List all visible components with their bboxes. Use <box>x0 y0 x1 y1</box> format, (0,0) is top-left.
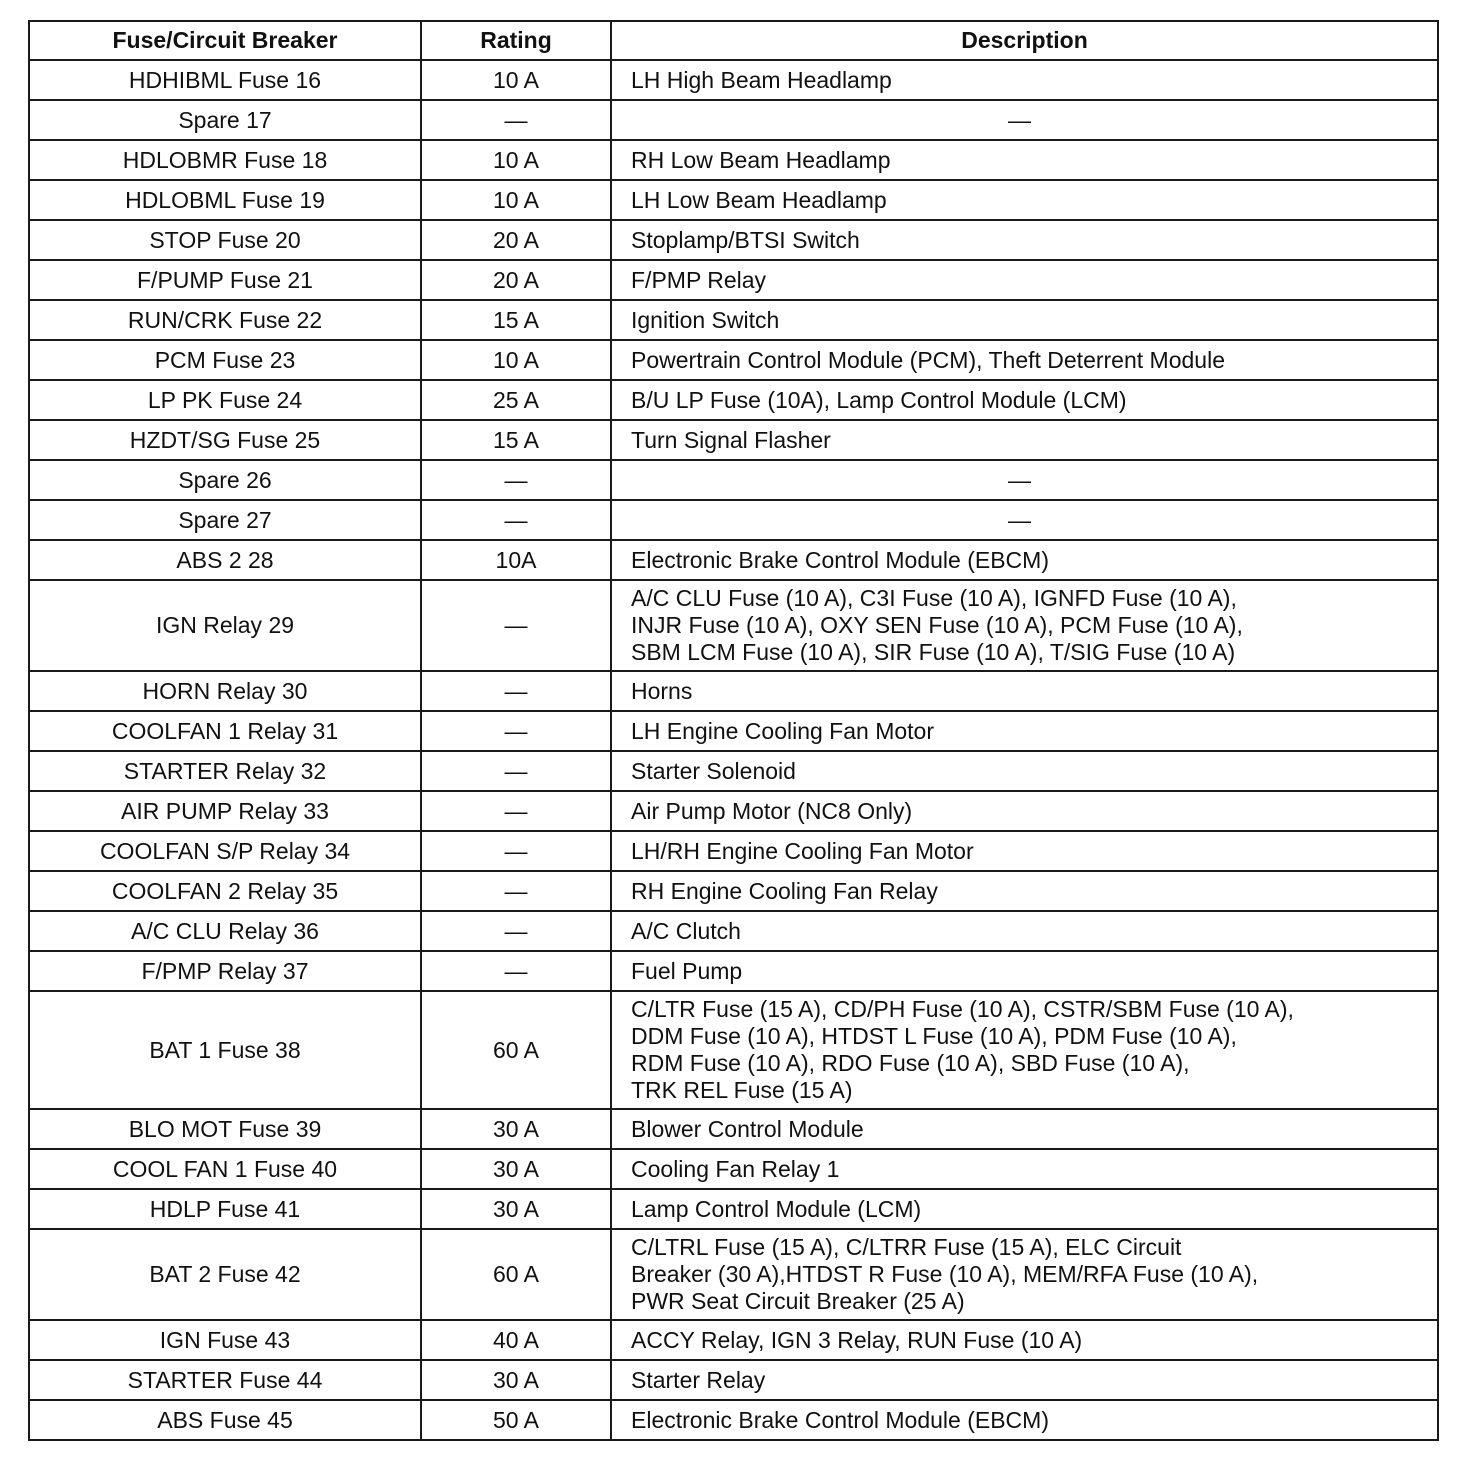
description-cell <box>611 1229 1438 1320</box>
fuse-name-cell: F/PMP Relay 37 <box>29 951 421 991</box>
rating-cell: 60 A <box>421 991 611 1109</box>
fuse-table <box>28 20 1439 1441</box>
table-row <box>29 60 1438 100</box>
table-row <box>29 1229 1438 1320</box>
description-line: F/PMP Relay <box>631 266 767 293</box>
fuse-name-cell: Spare 26 <box>29 460 421 500</box>
description-cell <box>611 711 1438 751</box>
rating-cell: 20 A <box>421 220 611 260</box>
rating-cell: — <box>421 671 611 711</box>
description-cell <box>611 831 1438 871</box>
description-cell <box>611 1149 1438 1189</box>
table-row <box>29 871 1438 911</box>
table-row <box>29 991 1438 1109</box>
rating-cell: 15 A <box>421 300 611 340</box>
fuse-name-cell: STOP Fuse 20 <box>29 220 421 260</box>
rating-cell: 40 A <box>421 1320 611 1360</box>
header-description: Description <box>611 21 1438 60</box>
rating-cell: 50 A <box>421 1400 611 1440</box>
rating-cell: 30 A <box>421 1360 611 1400</box>
table-row <box>29 100 1438 140</box>
table-row <box>29 1360 1438 1400</box>
table-row <box>29 1109 1438 1149</box>
description-cell <box>611 911 1438 951</box>
description-cell <box>611 951 1438 991</box>
rating-cell: — <box>421 580 611 671</box>
description-line: DDM Fuse (10 A), HTDST L Fuse (10 A), PDM Fuse (10 A), <box>631 1023 1237 1049</box>
fuse-name-cell: COOL FAN 1 Fuse 40 <box>29 1149 421 1189</box>
table-row <box>29 300 1438 340</box>
description-line: C/LTRL Fuse (15 A), C/LTRR Fuse (15 A), ELC Circuit <box>631 1234 1182 1260</box>
rating-cell: 10 A <box>421 140 611 180</box>
description-cell <box>611 791 1438 831</box>
description-line: Fuel Pump <box>631 957 743 984</box>
fuse-name-cell: ABS Fuse 45 <box>29 1400 421 1440</box>
table-row <box>29 580 1438 671</box>
description-cell <box>611 540 1438 580</box>
description-cell <box>611 380 1438 420</box>
description-line: Air Pump Motor (NC8 Only) <box>631 797 913 824</box>
fuse-name-cell: HDHIBML Fuse 16 <box>29 60 421 100</box>
fuse-name-cell: BAT 1 Fuse 38 <box>29 991 421 1109</box>
description-cell <box>611 260 1438 300</box>
description-cell <box>611 871 1438 911</box>
fuse-name-cell: COOLFAN 2 Relay 35 <box>29 871 421 911</box>
rating-cell: — <box>421 460 611 500</box>
fuse-name-cell: COOLFAN S/P Relay 34 <box>29 831 421 871</box>
fuse-name-cell: LP PK Fuse 24 <box>29 380 421 420</box>
rating-cell: — <box>421 791 611 831</box>
description-cell <box>611 1360 1438 1400</box>
description-cell <box>611 100 1438 140</box>
description-line: C/LTR Fuse (15 A), CD/PH Fuse (10 A), CSTR/SBM Fuse (10 A), <box>631 996 1294 1022</box>
description-line: LH Low Beam Headlamp <box>631 186 887 213</box>
rating-cell: 10 A <box>421 340 611 380</box>
description-line: — <box>1008 466 1031 493</box>
fuse-name-cell: HDLOBML Fuse 19 <box>29 180 421 220</box>
description-line: Electronic Brake Control Module (EBCM) <box>631 546 1049 573</box>
rating-cell: 10 A <box>421 180 611 220</box>
description-line: Turn Signal Flasher <box>631 426 831 453</box>
rating-cell: 15 A <box>421 420 611 460</box>
header-rating: Rating <box>421 21 611 60</box>
rating-cell: — <box>421 831 611 871</box>
rating-cell: — <box>421 711 611 751</box>
table-row <box>29 540 1438 580</box>
table-row <box>29 711 1438 751</box>
fuse-name-cell: STARTER Relay 32 <box>29 751 421 791</box>
description-line: Starter Solenoid <box>631 757 796 784</box>
description-line: Starter Relay <box>631 1366 766 1393</box>
description-cell <box>611 1320 1438 1360</box>
fuse-name-cell: HZDT/SG Fuse 25 <box>29 420 421 460</box>
description-line: Lamp Control Module (LCM) <box>631 1195 922 1222</box>
description-line: PWR Seat Circuit Breaker (25 A) <box>631 1288 965 1314</box>
description-line: Powertrain Control Module (PCM), Theft Deterrent Module <box>631 346 1225 373</box>
table-row <box>29 500 1438 540</box>
description-cell <box>611 991 1438 1109</box>
rating-cell: — <box>421 911 611 951</box>
fuse-name-cell: AIR PUMP Relay 33 <box>29 791 421 831</box>
rating-cell: 10 A <box>421 60 611 100</box>
description-line: — <box>1008 106 1031 133</box>
description-line: A/C Clutch <box>631 917 741 944</box>
description-cell <box>611 460 1438 500</box>
rating-cell: — <box>421 951 611 991</box>
table-row <box>29 260 1438 300</box>
rating-cell: — <box>421 500 611 540</box>
fuse-name-cell: PCM Fuse 23 <box>29 340 421 380</box>
rating-cell: 30 A <box>421 1149 611 1189</box>
table-row <box>29 1149 1438 1189</box>
description-line: INJR Fuse (10 A), OXY SEN Fuse (10 A), PCM Fuse (10 A), <box>631 612 1243 638</box>
description-line: RDM Fuse (10 A), RDO Fuse (10 A), SBD Fuse (10 A), <box>631 1050 1190 1076</box>
description-line: LH Engine Cooling Fan Motor <box>631 717 934 744</box>
table-row <box>29 420 1438 460</box>
table-row <box>29 751 1438 791</box>
table-row <box>29 180 1438 220</box>
rating-cell: — <box>421 751 611 791</box>
description-line: Stoplamp/BTSI Switch <box>631 226 860 253</box>
table-row <box>29 140 1438 180</box>
table-row <box>29 1189 1438 1229</box>
description-line: A/C CLU Fuse (10 A), C3I Fuse (10 A), IGNFD Fuse (10 A), <box>631 585 1237 611</box>
description-cell <box>611 140 1438 180</box>
rating-cell: 60 A <box>421 1229 611 1320</box>
rating-cell: 30 A <box>421 1189 611 1229</box>
fuse-name-cell: HDLOBMR Fuse 18 <box>29 140 421 180</box>
description-cell <box>611 671 1438 711</box>
description-line: SBM LCM Fuse (10 A), SIR Fuse (10 A), T/SIG Fuse (10 A) <box>631 639 1236 665</box>
description-cell <box>611 300 1438 340</box>
description-line: — <box>1008 506 1031 533</box>
fuse-name-cell: ABS 2 28 <box>29 540 421 580</box>
table-row <box>29 380 1438 420</box>
description-cell <box>611 340 1438 380</box>
fuse-name-cell: A/C CLU Relay 36 <box>29 911 421 951</box>
description-line: Ignition Switch <box>631 306 780 333</box>
fuse-name-cell: F/PUMP Fuse 21 <box>29 260 421 300</box>
table-row <box>29 671 1438 711</box>
description-cell <box>611 180 1438 220</box>
description-line: B/U LP Fuse (10A), Lamp Control Module (LCM) <box>631 386 1127 413</box>
description-line: Electronic Brake Control Module (EBCM) <box>631 1406 1049 1433</box>
rating-cell: — <box>421 871 611 911</box>
table-row <box>29 220 1438 260</box>
description-cell <box>611 500 1438 540</box>
description-line: TRK REL Fuse (15 A) <box>631 1077 853 1103</box>
description-cell <box>611 220 1438 260</box>
rating-cell: 30 A <box>421 1109 611 1149</box>
description-line: Breaker (30 A),HTDST R Fuse (10 A), MEM/RFA Fuse (10 A), <box>631 1261 1259 1287</box>
fuse-name-cell: HORN Relay 30 <box>29 671 421 711</box>
description-line: Cooling Fan Relay 1 <box>631 1155 840 1182</box>
table-row <box>29 340 1438 380</box>
description-cell <box>611 1109 1438 1149</box>
description-line: RH Low Beam Headlamp <box>631 146 891 173</box>
description-line: RH Engine Cooling Fan Relay <box>631 877 938 904</box>
description-cell <box>611 60 1438 100</box>
description-cell <box>611 1189 1438 1229</box>
table-header-row <box>29 21 1438 60</box>
rating-cell: — <box>421 100 611 140</box>
table-row <box>29 460 1438 500</box>
fuse-name-cell: COOLFAN 1 Relay 31 <box>29 711 421 751</box>
description-line: Blower Control Module <box>631 1115 864 1142</box>
fuse-name-cell: IGN Fuse 43 <box>29 1320 421 1360</box>
fuse-name-cell: STARTER Fuse 44 <box>29 1360 421 1400</box>
description-cell <box>611 1400 1438 1440</box>
rating-cell: 20 A <box>421 260 611 300</box>
rating-cell: 10A <box>421 540 611 580</box>
fuse-name-cell: BLO MOT Fuse 39 <box>29 1109 421 1149</box>
fuse-name-cell: HDLP Fuse 41 <box>29 1189 421 1229</box>
description-line: LH High Beam Headlamp <box>631 66 892 93</box>
rating-cell: 25 A <box>421 380 611 420</box>
description-line: Horns <box>631 677 693 704</box>
description-cell <box>611 420 1438 460</box>
table-row <box>29 951 1438 991</box>
fuse-name-cell: Spare 27 <box>29 500 421 540</box>
fuse-name-cell: BAT 2 Fuse 42 <box>29 1229 421 1320</box>
table-row <box>29 791 1438 831</box>
fuse-name-cell: IGN Relay 29 <box>29 580 421 671</box>
description-cell <box>611 751 1438 791</box>
table-row <box>29 1320 1438 1360</box>
description-cell <box>611 580 1438 671</box>
table-row <box>29 911 1438 951</box>
description-line: LH/RH Engine Cooling Fan Motor <box>631 837 974 864</box>
table-row <box>29 831 1438 871</box>
header-fuse-circuit-breaker: Fuse/Circuit Breaker <box>29 21 421 60</box>
table-body <box>29 60 1438 1440</box>
fuse-name-cell: RUN/CRK Fuse 22 <box>29 300 421 340</box>
table-row <box>29 1400 1438 1440</box>
description-line: ACCY Relay, IGN 3 Relay, RUN Fuse (10 A) <box>631 1326 1083 1353</box>
fuse-name-cell: Spare 17 <box>29 100 421 140</box>
